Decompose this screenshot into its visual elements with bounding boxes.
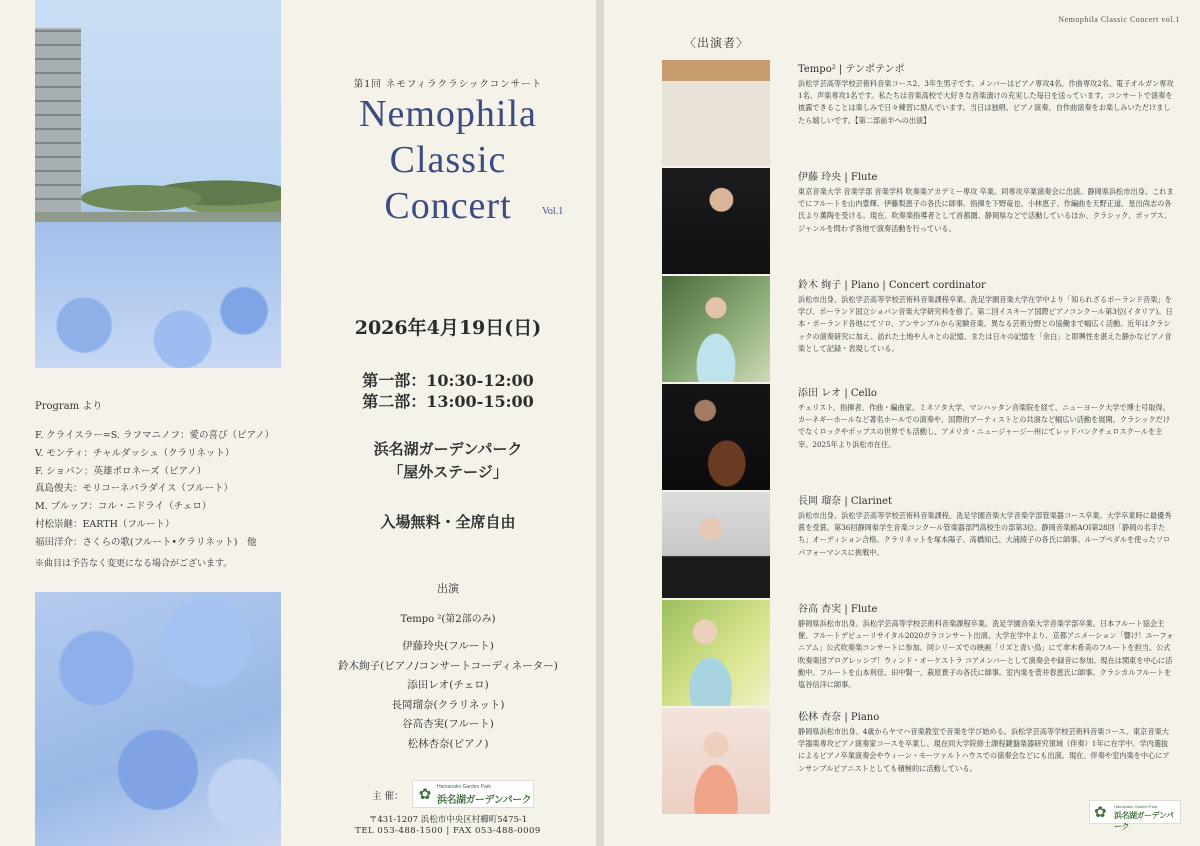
program-item: 福田洋介：さくらの歌(フルート•クラリネット) 他 [35, 536, 257, 548]
program-item: V. モンティ：チャルダッシュ（クラリネット） [35, 447, 235, 459]
logo-small-text: Hamanako Garden Park [1114, 804, 1158, 809]
performer-photo [662, 600, 770, 706]
program-note: ※曲目は予告なく変更になる場合がございます。 [35, 558, 233, 569]
cast-item: 伊藤玲央(フルート) [402, 640, 494, 652]
program-item: F. ショパン：英雄ポロネーズ（ピアノ） [35, 465, 207, 477]
performer-name: 長岡 瑠奈 | Clarinet [798, 496, 893, 507]
volume-label: Vol.1 [542, 206, 564, 217]
admission-info: 入場無料・全席自由 [380, 513, 516, 531]
nemophila-flowers-photo [35, 592, 281, 846]
garden-park-logo [1089, 800, 1181, 831]
venue-stage: 「屋外ステージ」 [388, 463, 508, 481]
phone-fax: TEL 053-488-1500 | FAX 053-488-0009 [355, 826, 541, 836]
event-date: 2026年4月19日(日) [354, 317, 542, 339]
concert-subtitle: 第1回 ネモフィラクラシックコンサート [353, 79, 543, 90]
session-1-time: 第一部：10:30-12:00 [362, 371, 534, 390]
right-page [604, 0, 1200, 846]
logo-text: 浜名湖ガーデンパーク [1114, 811, 1174, 831]
garden-park-logo [412, 780, 534, 808]
logo-small-text: Hamanako Garden Park [437, 784, 491, 790]
observation-tower [35, 28, 81, 214]
performer-photo [662, 492, 770, 598]
cast-item: 添田レオ(チェロ) [407, 679, 489, 692]
performer-photo [662, 276, 770, 382]
program-item: 真島俊夫：モリコーネパラダイス（フルート） [35, 483, 233, 495]
title-line-1: Nemophila [359, 93, 537, 135]
title-line-3: Concert [384, 185, 512, 227]
leaf-icon: ✿ [418, 785, 432, 803]
address: 〒431-1207 浜松市中央区村櫛町5475-1 [368, 815, 528, 825]
performer-name: 鈴木 絢子 | Piano | Concert cordinator [798, 280, 986, 291]
performer-bio: 静岡県浜松市出身。4歳からヤマハ音楽教室で音楽を学び始める。浜松学芸高等学校芸術科音楽コース、東京音楽大学器楽専攻ピアノ演奏家コースを卒業し、現在同大学院修士課程鍵盤楽器研究領域（伴奏）1年に在学中。学内選抜によるピアノ卒業演奏会やウィーン・モーツァルトハウスでの演奏会などにも出演。現在、伴奏や室内楽を中心にアンサンブルピアニストとしても積極的に活動している。 [798, 727, 1170, 773]
logo-text: 浜名湖ガーデンパーク [437, 795, 532, 806]
cast-item: 長岡瑠奈(クラリネット) [391, 698, 505, 711]
performer-name: 松林 杏奈 | Piano [798, 712, 880, 723]
performer-name: 谷高 杏実 | Flute [798, 604, 878, 615]
cast-heading: 出演 [437, 582, 459, 595]
performer-bio: 東京音楽大学 音楽学部 音楽学科 吹奏楽アカデミー専攻 卒業。同専攻卒業演奏会に出演。静岡県浜松市出身。これまでにフルートを山内豊輝、伊藤梨恵子の各氏に師事。指揮を下野竜也、小林恵子、作編曲を天野正道、星出尚志の各氏より薫陶を受ける。現在、吹奏楽指導者として首都圏、静岡県などで活動しているほか、クラシック、ポップス、ジャンルを問わず各地で演奏活動を行っている。 [798, 187, 1174, 233]
performer-bio: 浜松学芸高等学校芸術科音楽コース2、3年生男子です。メンバーはピアノ専攻4名、作曲専攻2名、電子オルガン専攻1名、声楽専攻1名です。私たちは音楽高校で大好きな音楽漬けの充実した毎日を送っています。コンサートで演奏を披露できることは楽しみで日々練習に励んでいます。当日は独唱、ピアノ演奏、自作曲演奏をお楽しみいただけましたら嬉しいです。【第二部前半への出演】 [798, 79, 1174, 125]
performers-heading: 〈出演者〉 [684, 36, 750, 50]
host-label: 主 催： [372, 791, 404, 802]
cast-item: 松林杏奈(ピアノ) [407, 737, 489, 750]
page-gutter [596, 0, 604, 846]
performer-photo [662, 60, 770, 166]
left-page [0, 0, 596, 846]
title-line-2: Classic [389, 139, 507, 181]
performer-bio: 静岡県浜松市出身。浜松学芸高等学校芸術科音楽課程卒業。洗足学園音楽大学音楽学部卒業。日本フルート協会主催、フルートデビューリサイタル2020ガラコンサート出演。大学在学中より、京都アニメーション「響け！ユーフォニアム」公式吹奏楽コンサートに参加。同シリーズでの映画「リズと青い鳥」にて傘木希美のフルートを担当。公式吹奏楽団ブログレッシブ！ウィンド・オーケストラ コアメンバーとして演奏会や録音に参加。現在は関東を中心に活動中。フルートを山本利佳、田中賢一、萩原貴子の各氏に師事。室内楽を菅井春恵氏に師事。クラシカルフルートを塩谷信洋に師事。 [798, 619, 1174, 690]
cast-tempo: Tempo ²(第2部のみ) [400, 614, 496, 625]
performer-name: 添田 レオ | Cello [798, 388, 877, 399]
session-2-time: 第二部：13:00-15:00 [362, 392, 534, 411]
nemophila-tower-photo [35, 0, 281, 368]
program-item: M. ブルッフ：コル・ニドライ（チェロ） [35, 501, 212, 513]
cast-item: 鈴木絢子(ピアノ/コンサートコーディネーター) [338, 659, 558, 672]
program-list [35, 397, 295, 569]
venue-name: 浜名湖ガーデンパーク [373, 440, 523, 458]
performer-name: 伊藤 玲央 | Flute [798, 172, 878, 183]
performer-photo [662, 168, 770, 274]
trees [81, 168, 281, 218]
bridge [35, 212, 281, 222]
organizer [372, 780, 572, 808]
performer-photo [662, 384, 770, 490]
cast-list [300, 637, 596, 755]
performer-photo [662, 708, 770, 814]
performer-name: Tempo² | テンポテンポ [798, 64, 905, 75]
performer-bio: 浜松市出身、浜松学芸高等学校芸術科音楽課程卒業。洗足学園音楽大学在学中より「知られざるポーランド音楽」を学び、ポーランド国立ショパン音楽大学研究科を修了。第二回イスキーア国際ピアノコンクール第3位(イタリア)。日本・ポーランド各地にてソロ、アンサンブルから実験音楽、異なる芸術分野との協働まで幅広く活動。近年はクラシックの演奏研究に加え、訪れた土地や人々との記憶、または日々の記憶を「余白」と即興性を湛えた静かなピアノ音楽として記録・表現している。 [798, 295, 1173, 353]
flower-field [35, 225, 281, 368]
performer-bio: チェリスト、指揮者、作曲・編曲家。ミネソタ大学、マンハッタン音楽院を経て、ニューヨーク大学で博士号取得。カーネギーホールなど著名ホールでの演奏や、国際的アーティストとの共演など幅広い活動を展開。クラシックだけでなくロックやポップスの世界でも活動し、アメリカ・ニュージャージー州にてレッドバンクチェロスクールを主宰。2025年より浜松市在住。 [798, 403, 1171, 449]
running-head: Nemophila Classic Concert vol.1 [1058, 15, 1180, 24]
program-title: Program より [35, 401, 103, 412]
performer-bio: 浜松市出身。浜松学芸高等学校芸術科音楽課程、洗足学園音楽大学音楽学部管楽器コース卒業。大学卒業時に最優秀賞を受賞。第36回静岡県学生音楽コンクール管楽器部門高校生の部第3位。静岡音楽館AOI第28回「静岡の名手たち」オーディション合格。クラリネットを塚本陽子、高橋知己、大浦綾子の各氏に師事。ループペダルを使ったソロパフォーマンスに挑戦中。 [798, 511, 1172, 557]
leaf-icon: ✿ [1094, 803, 1107, 821]
cast-item: 谷高杏実(フルート) [402, 718, 494, 731]
program-item: 村松崇継：EARTH（フルート） [35, 518, 175, 530]
program-item: F. クライスラー=S. ラフマニノフ：愛の喜び（ピアノ） [35, 430, 275, 441]
